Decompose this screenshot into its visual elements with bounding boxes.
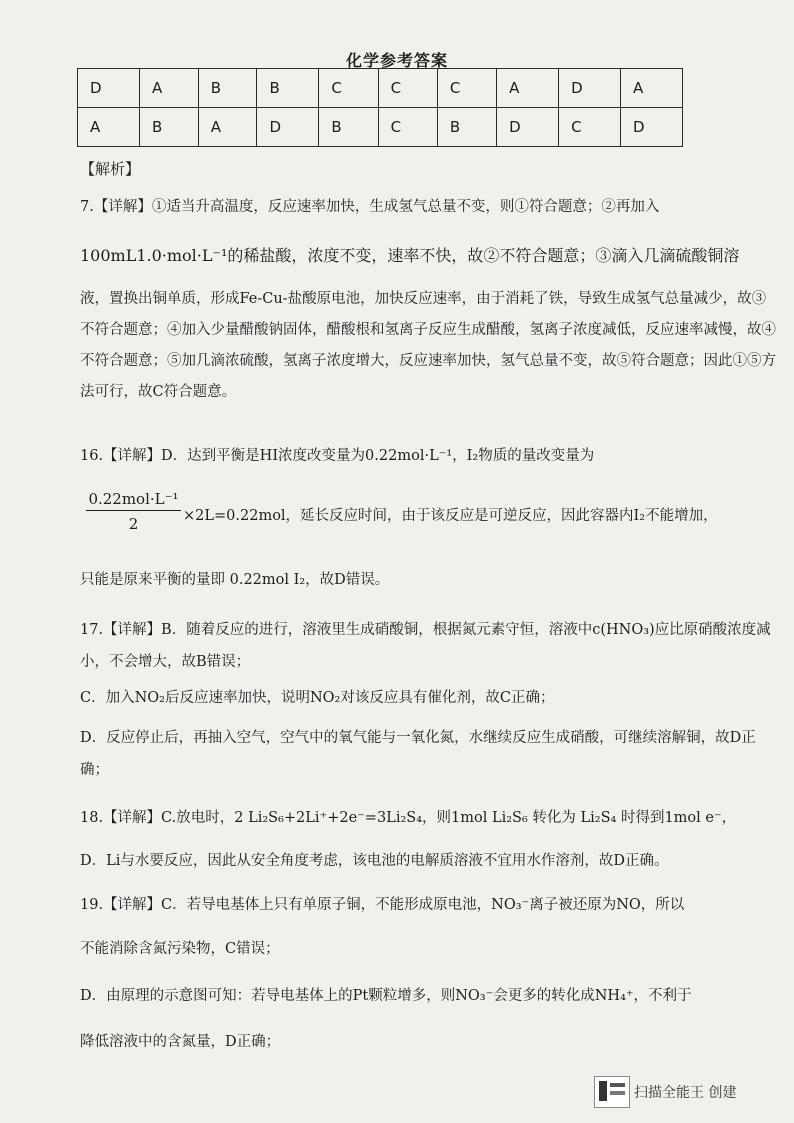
q16-line-3: 只能是原来平衡的量即 0.22mol I₂，故D错误。 <box>80 572 390 588</box>
answer-table <box>77 68 683 147</box>
fraction-numerator: 0.22mol·L⁻¹ <box>86 490 181 511</box>
q7-line-1: 7.【详解】①适当升高温度，反应速率加快，生成氢气总量不变，则①符合题意；②再加入 <box>80 199 660 215</box>
answer-cell: D <box>257 108 319 147</box>
q17-paragraph-d: D．反应停止后，再抽入空气，空气中的氧气能与一氧化氮，水继续反应生成硝酸，可继续溶解铜，故D正确； <box>80 730 756 778</box>
answer-row-2 <box>78 108 683 147</box>
answer-cell: A <box>497 69 559 108</box>
answer-cell: D <box>497 108 559 147</box>
answer-cell: B <box>198 69 257 108</box>
q18-line-1: 18.【详解】C.放电时，2 Li₂S₆+2Li⁺+2e⁻=3Li₂S₄，则1mol Li₂S₆ 转化为 Li₂S₄ 时得到1mol e⁻， <box>80 810 737 826</box>
q19-line-2: 不能消除含氮污染物，C错误； <box>80 941 280 957</box>
scanner-watermark <box>594 1076 774 1106</box>
answer-cell: C <box>378 69 437 108</box>
answer-cell: B <box>139 108 198 147</box>
q19-line-1: 19.【详解】C．若导电基体上只有单原子铜，不能形成原电池，NO₃⁻离子被还原为NO，所以 <box>80 897 685 913</box>
answer-cell: B <box>257 69 319 108</box>
q19-line-3: D．由原理的示意图可知：若导电基体上的Pt颗粒增多，则NO₃⁻会更多的转化成NH₄⁺，不利于 <box>80 988 692 1004</box>
q18-line-2: D．Li与水要反应，因此从安全角度考虑，该电池的电解质溶液不宜用水作溶剂，故D正确。 <box>80 853 669 869</box>
fraction-denominator: 2 <box>128 515 139 533</box>
answer-cell: B <box>437 108 496 147</box>
answer-cell: C <box>559 108 621 147</box>
answer-cell: C <box>437 69 496 108</box>
answer-cell: D <box>78 69 140 108</box>
answer-cell: C <box>378 108 437 147</box>
q16-line-2: ×2L=0.22mol，延长反应时间，由于该反应是可逆反应，因此容器内I₂不能增加， <box>183 508 718 524</box>
answer-cell: B <box>319 108 378 147</box>
answer-cell: C <box>319 69 378 108</box>
analysis-heading: 【解析】 <box>80 160 141 178</box>
q7-line-2: 100mL1.0·mol·L⁻¹的稀盐酸，浓度不变，速率不快，故②不符合题意；③滴入几滴硫酸铜溶 <box>80 246 740 265</box>
q7-paragraph: 液，置换出铜单质，形成Fe-Cu-盐酸原电池，加快反应速率，由于消耗了铁，导致生成氢气总量减少，故③不符合题意；④加入少量醋酸钠固体，醋酸根和氢离子反应生成醋酸，氢离子浓度减低，反应速率减慢，故④不符合题意；⑤加几滴浓硫酸，氢离子浓度增大，反应速率加快，氢气总量不变，故⑤符合题意；因此①⑤方法可行，故C符合题意。 <box>80 291 776 400</box>
q19-line-4: 降低溶液中的含氮量，D正确； <box>80 1034 281 1050</box>
answer-cell: A <box>139 69 198 108</box>
q17-line-c: C．加入NO₂后反应速率加快，说明NO₂对该反应具有催化剂，故C正确； <box>80 690 555 706</box>
q16-fraction <box>86 490 181 533</box>
watermark-text: 扫描全能王 创建 <box>634 1085 737 1101</box>
page-title: 化学参考答案 <box>345 51 448 70</box>
answer-row-1 <box>78 69 683 108</box>
q17-paragraph-b: 17.【详解】B．随着反应的进行，溶液里生成硝酸铜，根据氮元素守恒，溶液中c(HNO₃)应比原硝酸浓度减小，不会增大，故B错误； <box>80 622 771 670</box>
answer-cell: D <box>621 108 683 147</box>
answer-cell: A <box>621 69 683 108</box>
answer-cell: D <box>559 69 621 108</box>
answer-cell: A <box>78 108 140 147</box>
camscanner-logo-icon <box>594 1076 630 1108</box>
answer-cell: A <box>198 108 257 147</box>
q16-line-1: 16.【详解】D．达到平衡是HI浓度改变量为0.22mol·L⁻¹，I₂物质的量改变量为 <box>80 448 595 464</box>
